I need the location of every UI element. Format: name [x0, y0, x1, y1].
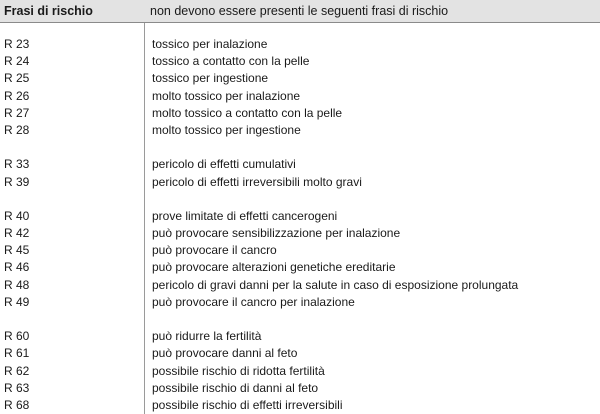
- table-row: [0, 397, 600, 414]
- table-row: [0, 36, 600, 53]
- table-row: [0, 380, 600, 397]
- risk-description: possibile rischio di effetti irreversibili: [152, 397, 343, 412]
- table-row: [0, 208, 600, 225]
- risk-description: possibile rischio di danni al feto: [152, 380, 319, 395]
- risk-code: R 49: [4, 294, 30, 309]
- table-row: [0, 105, 600, 122]
- risk-code: R 27: [4, 105, 30, 120]
- risk-code: R 68: [4, 397, 30, 412]
- risk-description: può provocare sensibilizzazione per inalazione: [152, 226, 401, 241]
- risk-description: tossico per inalazione: [152, 37, 268, 51]
- table-row: [0, 294, 600, 311]
- table-row: [0, 88, 600, 105]
- header-divider: [0, 22, 600, 23]
- table-row: [0, 345, 600, 362]
- risk-code: R 60: [4, 329, 30, 344]
- table-row: [0, 225, 600, 242]
- risk-code: R 61: [4, 346, 30, 361]
- group-spacer: [0, 139, 600, 156]
- risk-description: può provocare il cancro per inalazione: [152, 294, 355, 309]
- risk-description: pericolo di effetti irreversibili molto gravi: [152, 174, 362, 189]
- risk-code: R 26: [4, 88, 30, 103]
- table-row: [0, 156, 600, 173]
- table-row: [0, 259, 600, 276]
- risk-description: può provocare alterazioni genetiche ereditarie: [152, 260, 396, 275]
- risk-code: R 24: [4, 54, 30, 69]
- risk-description: prove limitate di effetti cancerogeni: [152, 208, 338, 223]
- risk-code: R 23: [4, 37, 30, 51]
- table-row: [0, 122, 600, 139]
- risk-description: tossico a contatto con la pelle: [152, 54, 310, 69]
- risk-description: molto tossico a contatto con la pelle: [152, 105, 343, 120]
- table-row: [0, 70, 600, 87]
- risk-code: R 40: [4, 208, 30, 223]
- risk-code: R 42: [4, 226, 30, 241]
- risk-code: R 48: [4, 277, 30, 292]
- header-description-label: non devono essere presenti le seguenti frasi di rischio: [150, 4, 449, 18]
- table-row: [0, 328, 600, 345]
- table-row: [0, 53, 600, 70]
- table-row: [0, 277, 600, 294]
- table-header: [0, 0, 600, 22]
- risk-description: possibile rischio di ridotta fertilità: [152, 363, 325, 378]
- table-row: [0, 242, 600, 259]
- risk-code: R 63: [4, 380, 30, 395]
- risk-code: R 46: [4, 260, 30, 275]
- risk-code: R 45: [4, 243, 30, 258]
- risk-code: R 25: [4, 71, 30, 86]
- risk-description: molto tossico per inalazione: [152, 88, 301, 103]
- group-spacer: [0, 311, 600, 328]
- risk-description: tossico per ingestione: [152, 71, 269, 86]
- risk-code: R 62: [4, 363, 30, 378]
- risk-description: molto tossico per ingestione: [152, 122, 301, 137]
- risk-description: può ridurre la fertilità: [152, 329, 262, 344]
- risk-code: R 39: [4, 174, 30, 189]
- risk-code: R 33: [4, 157, 30, 172]
- table-row: [0, 174, 600, 191]
- risk-description: pericolo di effetti cumulativi: [152, 157, 296, 172]
- table-row: [0, 363, 600, 380]
- header-code-label: Frasi di rischio: [4, 4, 93, 18]
- risk-description: pericolo di gravi danni per la salute in caso di esposizione prolungata: [152, 277, 519, 292]
- table-body: [0, 36, 600, 414]
- risk-description: può provocare il cancro: [152, 243, 277, 258]
- risk-code: R 28: [4, 122, 30, 137]
- group-spacer: [0, 191, 600, 208]
- risk-description: può provocare danni al feto: [152, 346, 298, 361]
